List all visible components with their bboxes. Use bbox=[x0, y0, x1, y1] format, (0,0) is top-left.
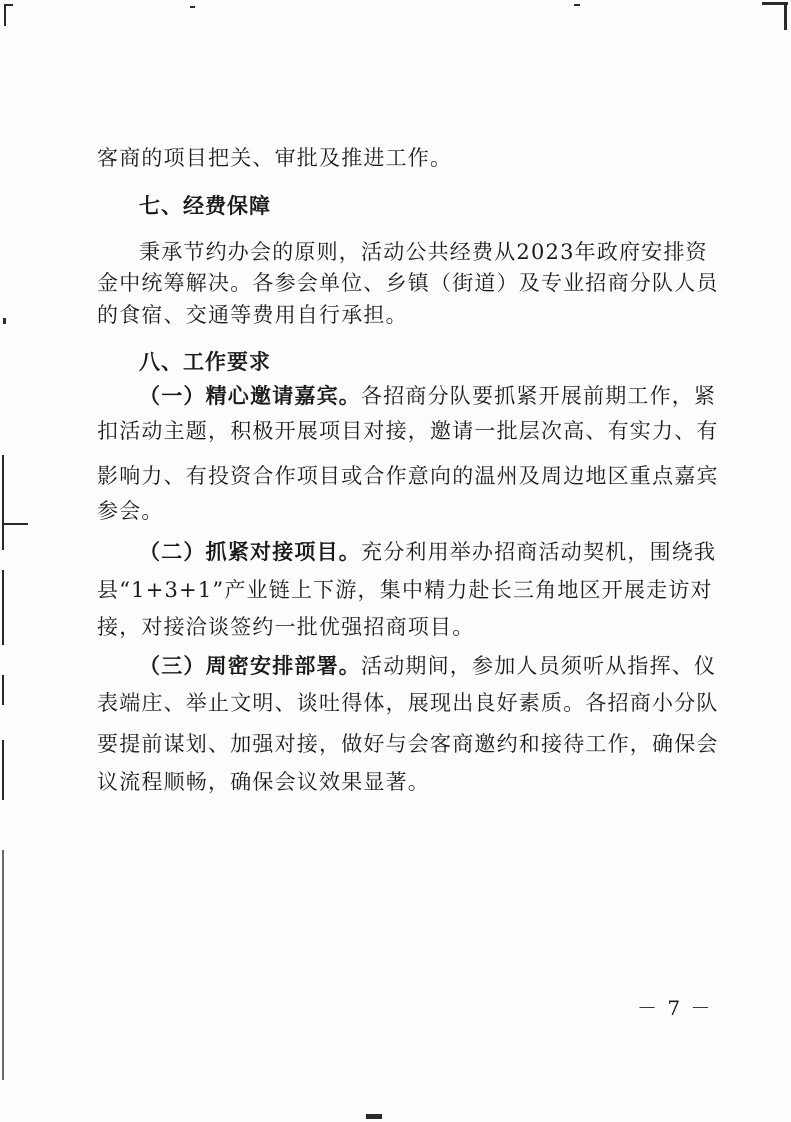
paragraph-3-lead: （三）周密安排部署。 bbox=[139, 653, 361, 678]
scan-mark bbox=[2, 850, 4, 1080]
paragraph-1-rest: 各招商分队要抓紧开展前期工作，紧 bbox=[361, 384, 717, 408]
paragraph-3-first-line bbox=[139, 651, 717, 681]
body-line: 的食宿、交通等费用自行承担。 bbox=[97, 303, 408, 327]
paragraph-1-lead: （一）精心邀请嘉宾。 bbox=[139, 383, 361, 408]
scan-mark bbox=[2, 740, 4, 800]
body-line: 要提前谋划、加强对接，做好与会客商邀约和接待工作，确保会 bbox=[97, 732, 719, 756]
body-line: 客商的项目把关、审批及推进工作。 bbox=[97, 146, 453, 170]
body-line: 金中统筹解决。各参会单位、乡镇（街道）及专业招商分队人员 bbox=[97, 271, 719, 295]
body-line: 扣活动主题，积极开展项目对接，邀请一批层次高、有实力、有 bbox=[97, 419, 719, 443]
section-heading-8: 八、工作要求 bbox=[139, 350, 271, 374]
scan-mark bbox=[2, 455, 4, 550]
body-line: 县“1+3+1”产业链上下游，集中精力赴长三角地区开展走访对 bbox=[97, 578, 713, 602]
scan-mark bbox=[784, 2, 787, 30]
scan-mark bbox=[366, 1114, 382, 1119]
scan-mark bbox=[574, 4, 580, 6]
scan-mark bbox=[2, 523, 28, 525]
paragraph-3-rest: 活动期间，参加人员须听从指挥、仪 bbox=[361, 654, 717, 678]
body-line: 议流程顺畅，确保会议效果显著。 bbox=[97, 770, 430, 794]
paragraph-2-lead: （二）抓紧对接项目。 bbox=[139, 539, 361, 564]
paragraph-1-first-line bbox=[139, 381, 717, 411]
scan-mark bbox=[4, 4, 6, 26]
body-line: 接，对接洽谈签约一批优强招商项目。 bbox=[97, 615, 475, 639]
body-line: 表端庄、举止文明、谈吐得体，展现出良好素质。各招商小分队 bbox=[97, 691, 719, 715]
paragraph-2-rest: 充分利用举办招商活动契机，围绕我 bbox=[361, 540, 717, 564]
scan-mark bbox=[4, 4, 13, 6]
scan-mark bbox=[2, 570, 4, 645]
body-line: 秉承节约办会的原则，活动公共经费从2023年政府安排资 bbox=[139, 240, 708, 264]
body-line: 参会。 bbox=[97, 499, 164, 523]
paragraph-2-first-line bbox=[139, 537, 717, 567]
page-number: － 7 － bbox=[637, 996, 713, 1020]
section-heading-7: 七、经费保障 bbox=[139, 194, 271, 218]
scan-mark bbox=[3, 318, 6, 324]
scan-mark bbox=[190, 6, 195, 8]
scan-mark bbox=[2, 675, 4, 705]
body-line: 影响力、有投资合作项目或合作意向的温州及周边地区重点嘉宾 bbox=[97, 464, 719, 488]
